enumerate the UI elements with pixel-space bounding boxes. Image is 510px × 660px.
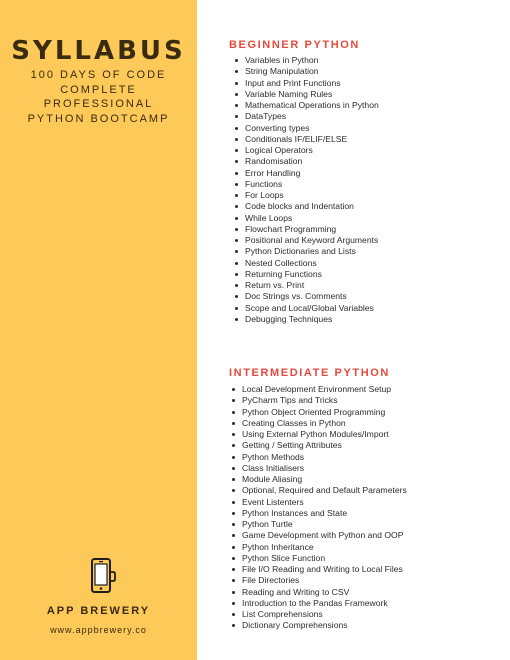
topic-item: Getting / Setting Attributes: [229, 440, 407, 451]
topic-item: Scope and Local/Global Variables: [232, 303, 379, 314]
topic-item: Python Methods: [229, 452, 407, 463]
topic-item: Class Initialisers: [229, 463, 407, 474]
topic-item: While Loops: [232, 213, 379, 224]
topic-item: Python Turtle: [229, 519, 407, 530]
topic-item: Logical Operators: [232, 145, 379, 156]
topic-item: Error Handling: [232, 168, 379, 179]
course-subtitle: [0, 68, 197, 126]
topic-item: Doc Strings vs. Comments: [232, 291, 379, 302]
topic-item: Code blocks and Indentation: [232, 201, 379, 212]
topic-item: File Directories: [229, 575, 407, 586]
intermediate-topic-list: [229, 384, 407, 632]
topic-item: Introduction to the Pandas Framework: [229, 598, 407, 609]
topic-item: Debugging Techniques: [232, 314, 379, 325]
topic-item: Flowchart Programming: [232, 224, 379, 235]
section-heading-beginner: BEGINNER PYTHON: [229, 39, 360, 51]
topic-item: Variables in Python: [232, 55, 379, 66]
brand-name: APP BREWERY: [46, 605, 151, 617]
topic-item: Converting types: [232, 123, 379, 134]
topic-item: Local Development Environment Setup: [229, 384, 407, 395]
topic-item: Return vs. Print: [232, 280, 379, 291]
topic-item: Event Listenters: [229, 497, 407, 508]
topic-item: Python Inheritance: [229, 542, 407, 553]
topic-item: String Manipulation: [232, 66, 379, 77]
subtitle-line: PYTHON BOOTCAMP: [27, 112, 170, 125]
topic-item: Returning Functions: [232, 269, 379, 280]
topic-item: Mathematical Operations in Python: [232, 100, 379, 111]
subtitle-line: COMPLETE: [60, 83, 137, 96]
topic-item: File I/O Reading and Writing to Local Files: [229, 564, 407, 575]
topic-item: Optional, Required and Default Parameters: [229, 485, 407, 496]
section-heading-intermediate: INTERMEDIATE PYTHON: [229, 367, 390, 379]
topic-item: List Comprehensions: [229, 609, 407, 620]
syllabus-title: SYLLABUS: [11, 36, 186, 66]
topic-item: Positional and Keyword Arguments: [232, 235, 379, 246]
topic-item: Functions: [232, 179, 379, 190]
topic-item: Using External Python Modules/Import: [229, 429, 407, 440]
mobile-phone-icon: [86, 558, 118, 594]
topic-item: Dictionary Comprehensions: [229, 620, 407, 631]
topic-item: Python Object Oriented Programming: [229, 407, 407, 418]
topic-item: DataTypes: [232, 111, 379, 122]
topic-item: Python Dictionaries and Lists: [232, 246, 379, 257]
topic-item: Nested Collections: [232, 258, 379, 269]
topic-item: Creating Classes in Python: [229, 418, 407, 429]
topic-item: Module Aliasing: [229, 474, 407, 485]
topic-item: Python Instances and State: [229, 508, 407, 519]
sidebar: [0, 0, 197, 660]
subtitle-line: 100 DAYS OF CODE: [30, 69, 167, 81]
beginner-topic-list: [232, 55, 379, 325]
brand-url[interactable]: www.appbrewery.co: [50, 625, 147, 635]
topic-item: Variable Naming Rules: [232, 89, 379, 100]
topic-item: Input and Print Functions: [232, 78, 379, 89]
topic-item: Python Slice Function: [229, 553, 407, 564]
topic-item: For Loops: [232, 190, 379, 201]
topic-item: Randomisation: [232, 156, 379, 167]
topic-item: Reading and Writing to CSV: [229, 587, 407, 598]
subtitle-line: PROFESSIONAL: [43, 98, 154, 110]
topic-item: Conditionals IF/ELIF/ELSE: [232, 134, 379, 145]
topic-item: PyCharm Tips and Tricks: [229, 395, 407, 406]
topic-item: Game Development with Python and OOP: [229, 530, 407, 541]
